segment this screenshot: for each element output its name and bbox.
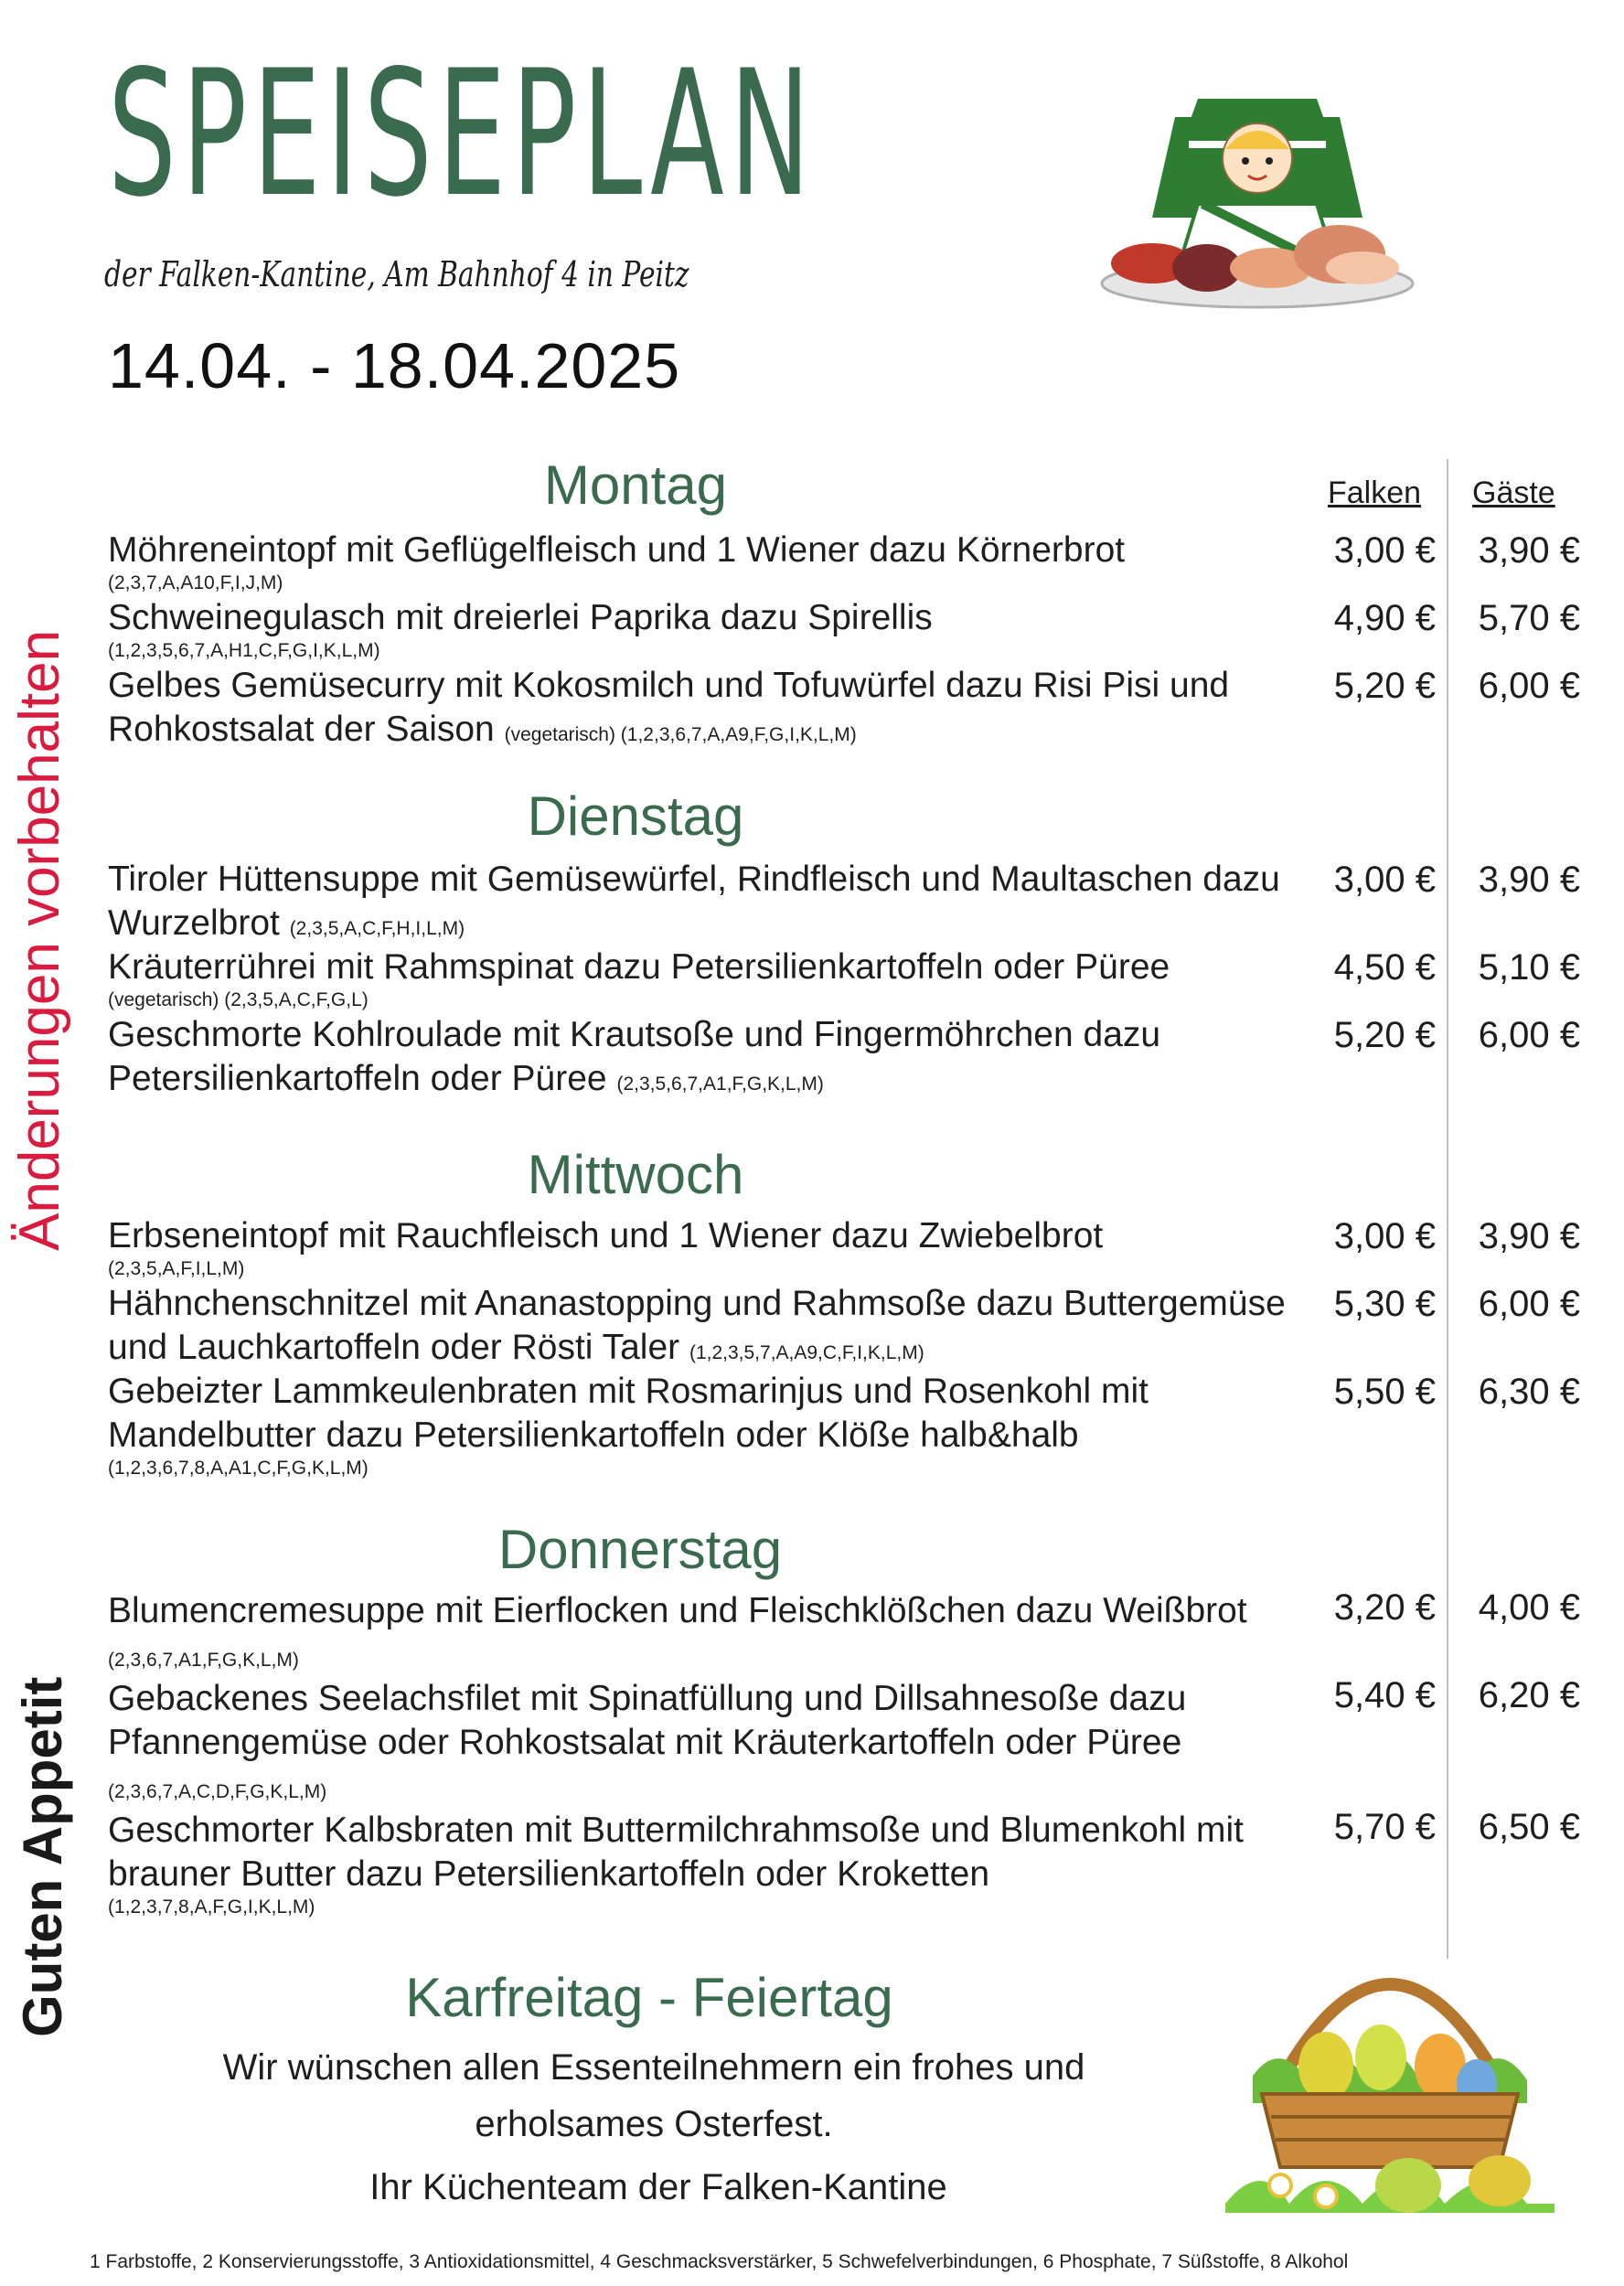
dish-name: Geschmorter Kalbsbraten mit Buttermilchrahmsoße und Blumenkohl mit brauner Butter dazu Petersilienkartoffeln oder Kroketten <box>108 1811 1244 1894</box>
dish-name: Geschmorte Kohlroulade mit Krautsoße und Fingermöhrchen dazu Petersilienkartoffeln oder Püree <box>108 1015 1161 1098</box>
price-falken: 4,90 € <box>1333 598 1436 638</box>
dish-name: Blumencremesuppe mit Eierflocken und Fleischklößchen dazu Weißbrot <box>108 1591 1247 1630</box>
price-gaeste: 6,00 € <box>1478 1284 1580 1324</box>
dish-name: Kräuterrührei mit Rahmspinat dazu Petersilienkartoffeln oder Püree <box>108 947 1170 987</box>
price-gaeste: 6,00 € <box>1478 1015 1580 1055</box>
dish-name: Gebeizter Lammkeulenbraten mit Rosmarinjus und Rosenkohl mit Mandelbutter dazu Petersilienkartoffeln oder Klöße halb&halb <box>108 1372 1149 1455</box>
allergen-codes: (2,3,5,A,F,I,L,M) <box>108 1258 245 1279</box>
day-heading-montag: Montag <box>543 454 728 516</box>
menu-item <box>108 858 1306 945</box>
price-falken: 4,50 € <box>1333 947 1436 988</box>
menu-item <box>108 1370 1287 1479</box>
day-heading-dienstag: Dienstag <box>527 785 744 847</box>
holiday-wish-line-1: Wir wünschen allen Essenteilnehmern ein frohes und <box>222 2047 1085 2088</box>
dish-name: Möhreneintopf mit Geflügelfleisch und 1 Wiener dazu Körnerbrot <box>108 530 1126 570</box>
bon-appetit-greeting: Guten Appetit <box>12 1676 73 2037</box>
price-gaeste: 5,70 € <box>1478 598 1580 638</box>
changes-reserved-notice: Änderungen vorbehalten <box>8 629 71 1251</box>
allergen-codes: (1,2,3,6,7,8,A,A1,C,F,G,K,L,M) <box>108 1458 369 1479</box>
menu-item <box>108 664 1260 752</box>
price-falken: 5,70 € <box>1333 1807 1436 1847</box>
page-subtitle: der Falken-Kantine, Am Bahnhof 4 in Peitz <box>104 254 689 294</box>
additives-legend: 1 Farbstoffe, 2 Konservierungsstoffe, 3 Antioxidationsmittel, 4 Geschmacksverstärker, 5 Schwefelverbindungen, 6 Phosphate, 7 Süßstoffe, 8 Alkohol <box>90 2251 1349 2272</box>
allergen-codes: (2,3,7,A,A10,F,I,J,M) <box>108 572 283 593</box>
menu-item <box>108 1809 1306 1918</box>
price-gaeste: 5,10 € <box>1478 947 1580 988</box>
price-column-divider <box>1447 459 1448 1959</box>
price-falken: 5,40 € <box>1333 1675 1436 1715</box>
price-falken: 3,20 € <box>1333 1587 1436 1628</box>
menu-item <box>108 596 1297 662</box>
price-falken: 5,50 € <box>1333 1372 1436 1412</box>
allergen-codes: (1,2,3,5,7,A,A9,C,F,I,K,L,M) <box>689 1342 924 1363</box>
holiday-heading: Karfreitag - Feiertag <box>405 1967 893 2028</box>
kitchen-team-signature: Ihr Küchenteam der Falken-Kantine <box>369 2167 947 2207</box>
allergen-codes: (1,2,3,5,6,7,A,H1,C,F,G,I,K,L,M) <box>108 640 380 661</box>
price-falken: 5,20 € <box>1333 666 1436 706</box>
menu-item <box>108 1013 1297 1101</box>
menu-item <box>108 1214 1297 1280</box>
day-heading-donnerstag: Donnerstag <box>497 1519 783 1580</box>
price-falken: 3,00 € <box>1333 1216 1436 1256</box>
column-header-gaeste: Gäste <box>1472 475 1555 510</box>
price-falken: 5,30 € <box>1333 1284 1436 1324</box>
menu-item <box>108 1589 1260 1677</box>
dish-name: Gebackenes Seelachsfilet mit Spinatfüllung und Dillsahnesoße dazu Pfannengemüse oder Rohkostsalat mit Kräuterkartoffeln oder Püree <box>108 1679 1187 1762</box>
price-gaeste: 3,90 € <box>1478 1216 1580 1256</box>
price-gaeste: 6,00 € <box>1478 666 1580 706</box>
dish-name: Tiroler Hüttensuppe mit Gemüsewürfel, Rindfleisch und Maultaschen dazu Wurzelbrot <box>108 860 1280 943</box>
price-gaeste: 6,30 € <box>1478 1372 1580 1412</box>
menu-item <box>108 945 1297 1011</box>
allergen-codes: (2,3,5,6,7,A1,F,G,K,L,M) <box>616 1074 824 1095</box>
day-heading-mittwoch: Mittwoch <box>527 1144 744 1205</box>
menu-item <box>108 1282 1287 1370</box>
allergen-codes: (vegetarisch) (2,3,5,A,C,F,G,L) <box>108 989 369 1010</box>
holiday-wish-line-2: erholsames Osterfest. <box>475 2104 833 2144</box>
price-gaeste: 4,00 € <box>1478 1587 1580 1628</box>
dish-name: Hähnchenschnitzel mit Ananastopping und Rahmsoße dazu Buttergemüse und Lauchkartoffeln oder Rösti Taler <box>108 1284 1286 1367</box>
price-falken: 3,00 € <box>1333 860 1436 900</box>
allergen-codes: (vegetarisch) (1,2,3,6,7,A,A9,F,G,I,K,L,M) <box>504 724 857 745</box>
dish-name: Gelbes Gemüsecurry mit Kokosmilch und Tofuwürfel dazu Risi Pisi und Rohkostsalat der Saison <box>108 666 1230 749</box>
dish-name: Schweinegulasch mit dreierlei Paprika dazu Spirellis <box>108 598 933 637</box>
date-range: 14.04. - 18.04.2025 <box>108 330 681 401</box>
allergen-codes: (2,3,6,7,A,C,D,F,G,K,L,M) <box>108 1781 327 1802</box>
column-header-falken: Falken <box>1328 475 1422 510</box>
price-falken: 3,00 € <box>1333 530 1436 571</box>
easter-basket-icon <box>1225 1929 1555 2213</box>
price-falken: 5,20 € <box>1333 1015 1436 1055</box>
price-gaeste: 6,20 € <box>1478 1675 1580 1715</box>
allergen-codes: (2,3,5,A,C,F,H,I,L,M) <box>289 918 465 939</box>
menu-item <box>108 1677 1260 1809</box>
menu-item <box>108 529 1297 594</box>
page-title: SPEISEPLAN <box>108 33 817 235</box>
dish-name: Erbseneintopf mit Rauchfleisch und 1 Wiener dazu Zwiebelbrot <box>108 1216 1104 1255</box>
price-gaeste: 3,90 € <box>1478 860 1580 900</box>
allergen-codes: (2,3,6,7,A1,F,G,K,L,M) <box>108 1650 299 1671</box>
price-gaeste: 6,50 € <box>1478 1807 1580 1847</box>
price-gaeste: 3,90 € <box>1478 530 1580 571</box>
deli-girl-logo-icon <box>1088 80 1417 318</box>
holiday-wish <box>146 2039 1161 2152</box>
allergen-codes: (1,2,3,7,8,A,F,G,I,K,L,M) <box>108 1896 315 1917</box>
